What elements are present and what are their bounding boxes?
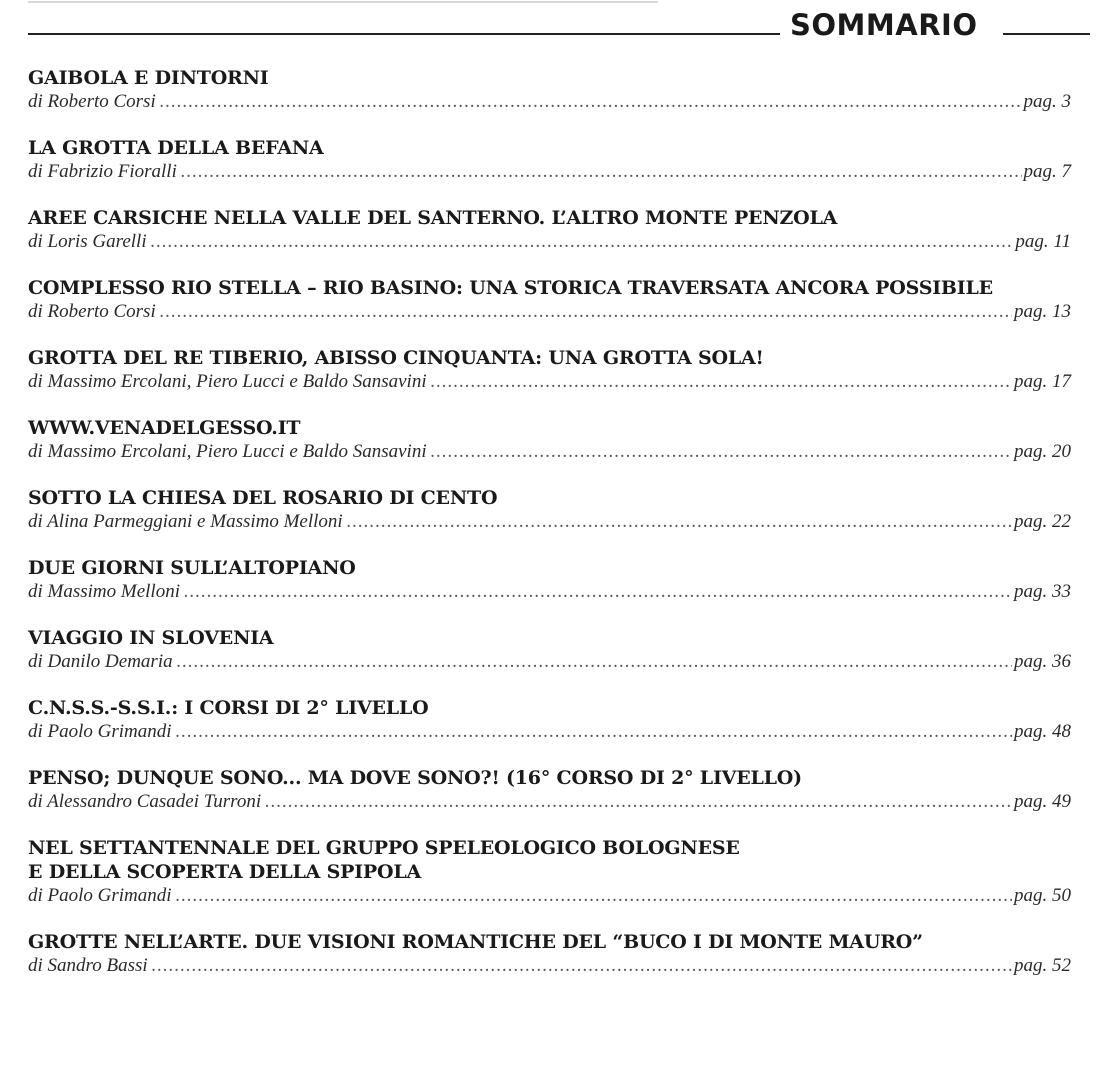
dot-leader bbox=[176, 720, 1012, 743]
entry-page: pag. 20 bbox=[1014, 441, 1071, 462]
entry-author-line bbox=[28, 230, 1071, 253]
dot-leader bbox=[431, 440, 1012, 463]
entry-page: pag. 11 bbox=[1015, 231, 1071, 252]
entry-title: GROTTE NELL’ARTE. DUE VISIONI ROMANTICHE DEL “BUCO I DI MONTE MAURO” bbox=[28, 931, 923, 953]
entry-page: pag. 17 bbox=[1014, 371, 1071, 392]
toc-entry[interactable] bbox=[28, 66, 1071, 113]
entry-author: di Massimo Melloni bbox=[28, 581, 180, 602]
entry-author: di Roberto Corsi bbox=[28, 91, 156, 112]
entry-page: pag. 49 bbox=[1014, 791, 1071, 812]
entry-author-line bbox=[28, 300, 1071, 323]
entry-author-line bbox=[28, 370, 1071, 393]
entry-page: pag. 52 bbox=[1014, 955, 1071, 976]
toc-entry[interactable] bbox=[28, 136, 1071, 183]
dot-leader bbox=[265, 790, 1012, 813]
entry-author-line bbox=[28, 650, 1071, 673]
entry-author: di Paolo Grimandi bbox=[28, 721, 172, 742]
toc-entry[interactable] bbox=[28, 696, 1071, 743]
entry-title: AREE CARSICHE NELLA VALLE DEL SANTERNO. L’ALTRO MONTE PENZOLA bbox=[28, 207, 838, 229]
entry-author: di Roberto Corsi bbox=[28, 301, 156, 322]
entry-author: di Massimo Ercolani, Piero Lucci e Baldo Sansavini bbox=[28, 371, 427, 392]
toc-entry[interactable] bbox=[28, 486, 1071, 533]
entry-title: VIAGGIO IN SLOVENIA bbox=[28, 627, 274, 649]
toc-entry[interactable] bbox=[28, 276, 1071, 323]
dot-leader bbox=[176, 884, 1012, 907]
entry-title: COMPLESSO RIO STELLA – RIO BASINO: UNA STORICA TRAVERSATA ANCORA POSSIBILE bbox=[28, 277, 993, 299]
entry-title-line-2: E DELLA SCOPERTA DELLA SPIPOLA bbox=[28, 861, 422, 883]
entry-author-line bbox=[28, 884, 1071, 907]
toc-entry[interactable] bbox=[28, 206, 1071, 253]
dot-leader bbox=[184, 580, 1012, 603]
entry-page: pag. 33 bbox=[1014, 581, 1071, 602]
entry-author-line bbox=[28, 790, 1071, 813]
entry-author-line bbox=[28, 954, 1071, 977]
toc-entry[interactable] bbox=[28, 416, 1071, 463]
entry-author-line bbox=[28, 720, 1071, 743]
dot-leader bbox=[431, 370, 1012, 393]
entry-author: di Alina Parmeggiani e Massimo Melloni bbox=[28, 511, 343, 532]
entry-author-line bbox=[28, 580, 1071, 603]
dot-leader bbox=[181, 160, 1022, 183]
entry-title: C.N.S.S.-S.S.I.: I CORSI DI 2° LIVELLO bbox=[28, 697, 429, 719]
toc-entry[interactable] bbox=[28, 346, 1071, 393]
entry-author: di Sandro Bassi bbox=[28, 955, 148, 976]
top-faint-rule bbox=[28, 1, 658, 3]
table-of-contents bbox=[28, 66, 1071, 1000]
dot-leader bbox=[160, 90, 1022, 113]
entry-title: DUE GIORNI SULL’ALTOPIANO bbox=[28, 557, 356, 579]
entry-title: GAIBOLA E DINTORNI bbox=[28, 67, 269, 89]
entry-author-line bbox=[28, 440, 1071, 463]
entry-author-line bbox=[28, 160, 1071, 183]
entry-page: pag. 22 bbox=[1014, 511, 1071, 532]
header-rule-left bbox=[28, 33, 780, 35]
entry-author: di Fabrizio Fioralli bbox=[28, 161, 177, 182]
dot-leader bbox=[160, 300, 1012, 323]
entry-author: di Danilo Demaria bbox=[28, 651, 173, 672]
entry-author: di Paolo Grimandi bbox=[28, 885, 172, 906]
toc-entry[interactable] bbox=[28, 556, 1071, 603]
entry-author: di Alessandro Casadei Turroni bbox=[28, 791, 262, 812]
entry-title: PENSO; DUNQUE SONO... MA DOVE SONO?! (16° CORSO DI 2° LIVELLO) bbox=[28, 767, 802, 789]
page-header bbox=[28, 6, 1090, 46]
entry-page: pag. 3 bbox=[1023, 91, 1071, 112]
entry-author-line bbox=[28, 90, 1071, 113]
entry-page: pag. 36 bbox=[1014, 651, 1071, 672]
dot-leader bbox=[177, 650, 1012, 673]
entry-title: SOTTO LA CHIESA DEL ROSARIO DI CENTO bbox=[28, 487, 498, 509]
entry-title: WWW.VENADELGESSO.IT bbox=[28, 417, 301, 439]
entry-title: GROTTA DEL RE TIBERIO, ABISSO CINQUANTA: UNA GROTTA SOLA! bbox=[28, 347, 764, 369]
toc-entry[interactable] bbox=[28, 766, 1071, 813]
page-title: SOMMARIO bbox=[790, 8, 978, 42]
entry-title: NEL SETTANTENNALE DEL GRUPPO SPELEOLOGICO BOLOGNESE bbox=[28, 837, 740, 859]
entry-author: di Loris Garelli bbox=[28, 231, 147, 252]
toc-entry[interactable] bbox=[28, 930, 1071, 977]
dot-leader bbox=[151, 230, 1014, 253]
header-rule-right bbox=[1003, 33, 1090, 35]
entry-page: pag. 50 bbox=[1014, 885, 1071, 906]
entry-author: di Massimo Ercolani, Piero Lucci e Baldo Sansavini bbox=[28, 441, 427, 462]
entry-title: LA GROTTA DELLA BEFANA bbox=[28, 137, 324, 159]
dot-leader bbox=[152, 954, 1012, 977]
toc-entry[interactable] bbox=[28, 836, 1071, 907]
toc-entry[interactable] bbox=[28, 626, 1071, 673]
entry-page: pag. 7 bbox=[1023, 161, 1071, 182]
entry-page: pag. 48 bbox=[1014, 721, 1071, 742]
entry-page: pag. 13 bbox=[1014, 301, 1071, 322]
dot-leader bbox=[347, 510, 1012, 533]
entry-author-line bbox=[28, 510, 1071, 533]
